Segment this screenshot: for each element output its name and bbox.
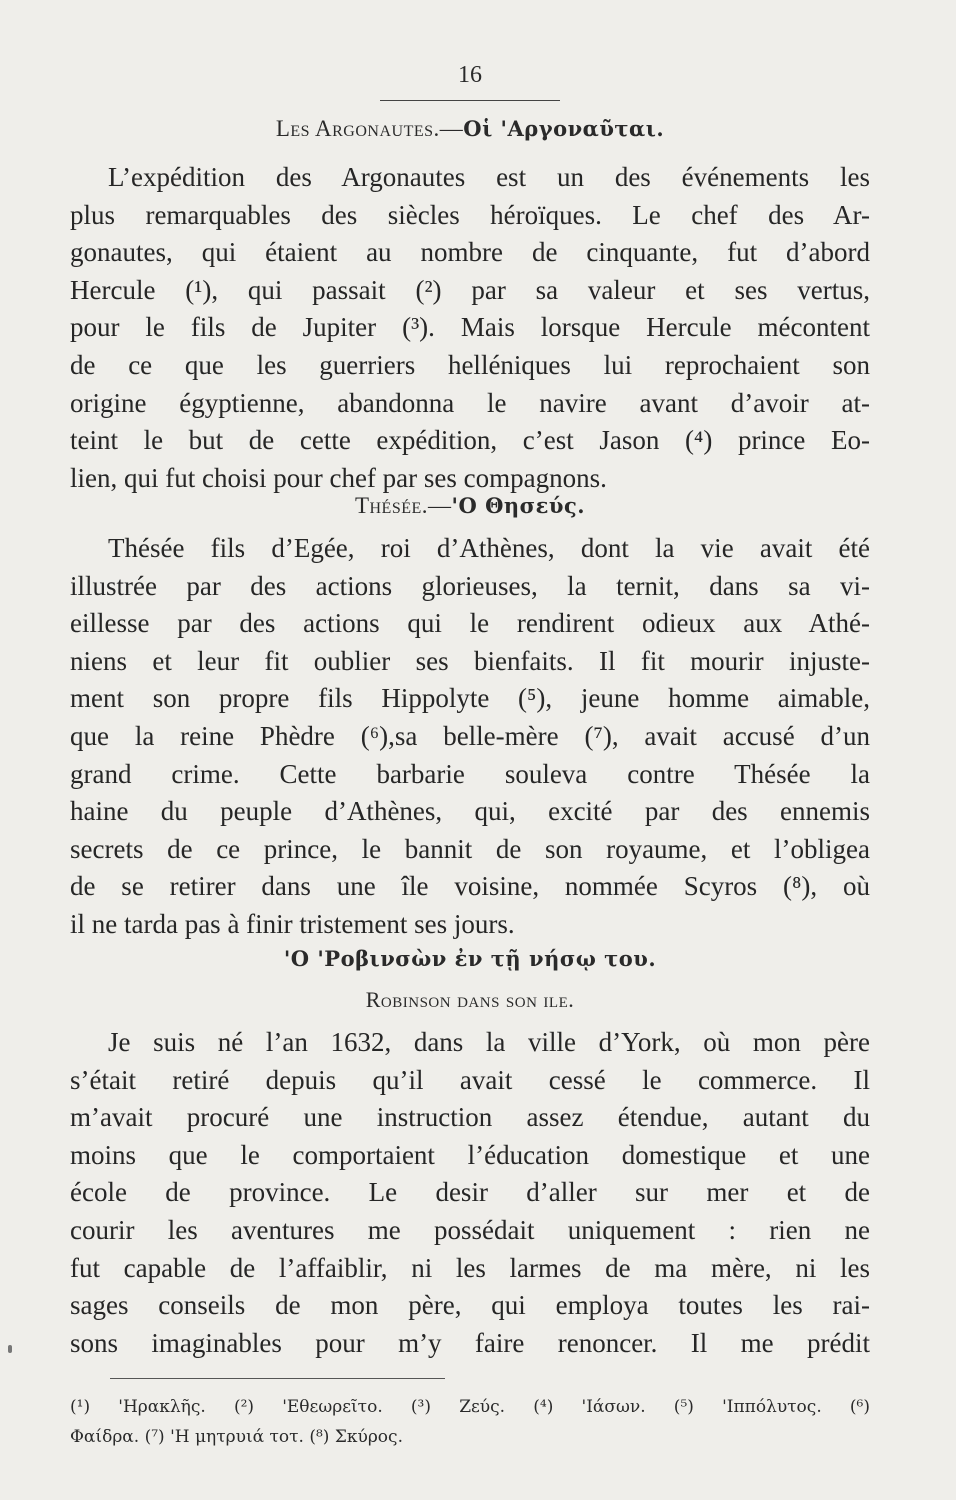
paragraph-argonautes (70, 159, 870, 497)
heading-dash: — (439, 116, 464, 141)
text-line: Thésée fils d’Egée, roi d’Athènes, dont la vie avait été (108, 533, 870, 563)
text-line: sons imaginables pour m’y faire renoncer. Il me prédit (70, 1327, 870, 1358)
heading-greek: 'Ο 'Ροβινσὼν ἐν τῇ νήσῳ του. (283, 946, 657, 971)
text-line: eillesse par des actions qui le rendirent odieux aux Athé- (70, 608, 870, 639)
text-line: secrets de ce prince, le bannit de son royaume, et l’obligea (70, 833, 870, 864)
paragraph-robinson (70, 1024, 870, 1362)
text-line: grand crime. Cette barbarie souleva contre Thésée la (70, 758, 870, 789)
text-line: teint le but de cette expédition, c’est Jason (⁴) prince Eo- (70, 425, 870, 456)
text-line: école de province. Le desir d’aller sur mer et de (70, 1177, 870, 1208)
heading-french: Les Argonautes. (275, 116, 440, 141)
text-line: gonautes, qui étaient au nombre de cinquante, fut d’abord (70, 237, 870, 268)
section-heading-robinson-greek (70, 946, 870, 972)
text-line: il ne tarda pas à finir tristement ses jours. (70, 908, 515, 939)
text-line: moins que le comportaient l’éducation domestique et une (70, 1139, 870, 1170)
text-line: L’expédition des Argonautes est un des événements les (108, 162, 870, 192)
text-line: Je suis né l’an 1632, dans la ville d’York, où mon père (108, 1027, 870, 1057)
heading-greek: Οἱ 'Αργοναῦται. (463, 116, 665, 141)
text-line: m’avait procuré une instruction assez étendue, autant du (70, 1102, 870, 1133)
heading-greek: 'Ο Θησεύς. (451, 493, 586, 518)
text-line: fut capable de l’affaiblir, ni les larmes de ma mère, ni les (70, 1252, 870, 1283)
footnote-rule (110, 1378, 445, 1379)
paper-speck (8, 1345, 12, 1353)
text-line: origine égyptienne, abandonna le navire avant d’avoir at- (70, 387, 870, 418)
text-line: sages conseils de mon père, qui employa toutes les rai- (70, 1290, 870, 1321)
text-line: que la reine Phèdre (⁶),sa belle-mère (⁷), avait accusé d’un (70, 720, 870, 751)
section-heading-robinson-french: Robinson dans son ile. (365, 987, 575, 1012)
text-line: s’était retiré depuis qu’il avait cessé le commerce. Il (70, 1064, 870, 1095)
text-line: de ce que les guerriers helléniques lui reprochaient son (70, 349, 870, 380)
text-line: illustrée par des actions glorieuses, la ternit, dans sa vi- (70, 570, 870, 601)
page-number-rule (380, 100, 560, 101)
heading-french: Thésée. (354, 493, 429, 518)
page-number: 16 (458, 62, 482, 88)
text-line: ment son propre fils Hippolyte (⁵), jeune homme aimable, (70, 683, 870, 714)
text-line: lien, qui fut choisi pour chef par ses compagnons. (70, 462, 607, 493)
text-line: haine du peuple d’Athènes, qui, excité par des ennemis (70, 796, 870, 827)
section-heading-argonautes (70, 116, 870, 142)
footnote-line: Φαίδρα. (⁷) 'Η μητρυιά τοτ. (⁸) Σκύρος. (70, 1427, 403, 1447)
footnote-line: (¹) 'Ηρακλῆς. (²) 'Εθεωρεῖτο. (³) Ζεύς. (⁴) 'Ιάσων. (⁵) 'Ιππόλυτος. (⁶) (70, 1397, 870, 1417)
text-line: courir les aventures me possédait uniquement : rien ne (70, 1214, 870, 1245)
text-line: niens et leur fit oublier ses bienfaits. Il fit mourir injuste- (70, 645, 870, 676)
heading-dash: — (428, 493, 452, 518)
text-line: pour le fils de Jupiter (³). Mais lorsque Hercule mécontent (70, 312, 870, 343)
text-line: de se retirer dans une île voisine, nommée Scyros (⁸), où (70, 871, 870, 902)
paragraph-thesee (70, 530, 870, 944)
text-line: Hercule (¹), qui passait (²) par sa valeur et ses vertus, (70, 274, 870, 305)
section-heading-thesee (70, 493, 870, 519)
text-line: plus remarquables des siècles héroïques. Le chef des Ar- (70, 199, 870, 230)
footnotes (70, 1392, 870, 1452)
